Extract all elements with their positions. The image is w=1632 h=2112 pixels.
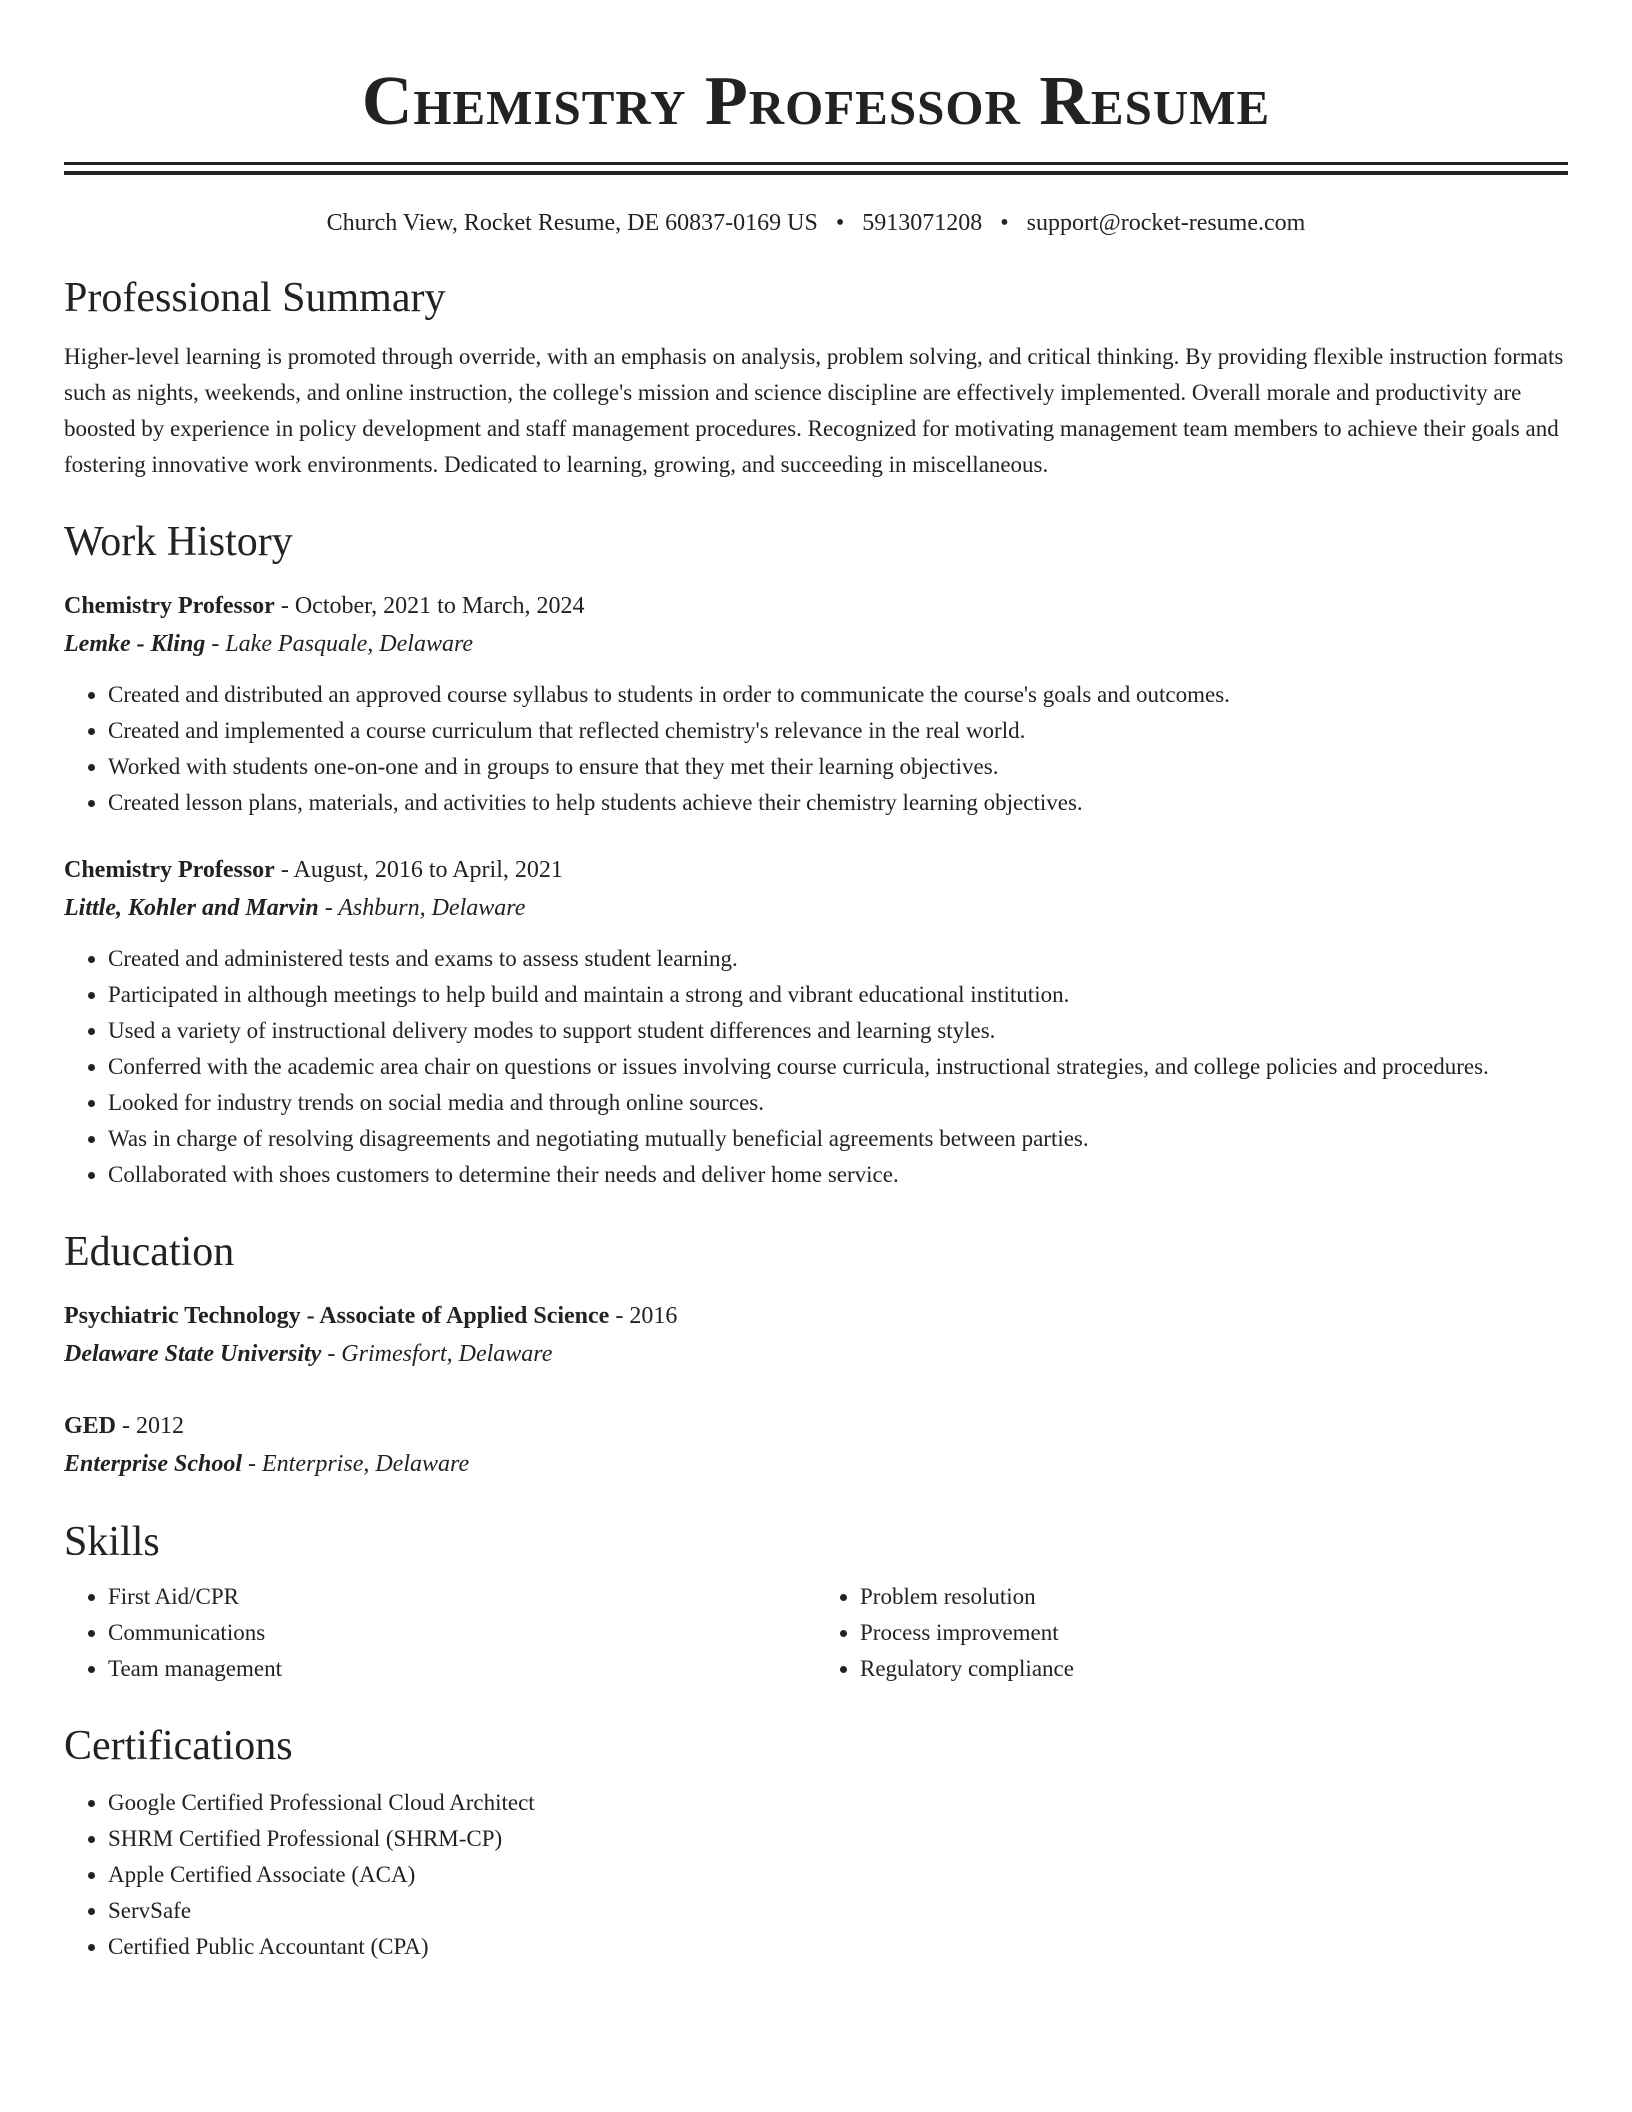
work-history-section (64, 517, 1568, 1193)
education-heading: Education (64, 1229, 235, 1275)
skills-section (64, 1517, 1568, 1687)
education-year: - 2016 (609, 1303, 678, 1329)
list-item: • Process improvement (860, 1615, 1568, 1651)
summary-text: Higher-level learning is promoted through override, with an emphasis on analysis, problem solving, and critical thinking. By providing flexible instruction formats such as nights, weekends, and online instruction, the college's mission and science discipline are effectively implemented. Overall morale and productivity are boosted by experience in policy development and staff management procedures. Recognized for motivating management team members to achieve their goals and fostering innovative work environments. Dedicated to learning, growing, and succeeding in miscellaneous. (64, 344, 1564, 477)
education-school-line (64, 1445, 1568, 1483)
list-item: • Created lesson plans, materials, and activities to help students achieve their chemistry learning objectives. (108, 785, 1568, 821)
list-item: • Team management (108, 1651, 816, 1687)
education-school: Delaware State University (64, 1341, 322, 1367)
job-location: - Lake Pasquale, Delaware (205, 631, 474, 657)
list-item: • Was in charge of resolving disagreements and negotiating mutually beneficial agreements between parties. (108, 1121, 1568, 1157)
list-item: • Regulatory compliance (860, 1651, 1568, 1687)
list-item: • Problem resolution (860, 1579, 1568, 1615)
job-title-line (64, 851, 1568, 889)
education-year: - 2012 (116, 1413, 185, 1439)
contact-line (64, 207, 1568, 239)
contact-email: support@rocket-resume.com (1026, 210, 1306, 236)
skills-column-left (64, 1579, 816, 1687)
title-divider-top (64, 162, 1568, 165)
education-location: - Grimesfort, Delaware (321, 1341, 553, 1367)
job-entry (64, 587, 1568, 821)
job-bullets (64, 677, 1568, 821)
job-company: Little, Kohler and Marvin (64, 895, 319, 921)
skills-column-right (816, 1579, 1568, 1687)
job-title: Chemistry Professor (64, 857, 275, 883)
list-item: • Worked with students one-on-one and in groups to ensure that they met their learning objectives. (108, 749, 1568, 785)
education-degree-line (64, 1407, 1568, 1445)
job-dates: - October, 2021 to March, 2024 (274, 593, 585, 619)
job-bullets (64, 941, 1568, 1193)
list-item: • Created and administered tests and exams to assess student learning. (108, 941, 1568, 977)
list-item: • Used a variety of instructional delivery modes to support student differences and learning styles. (108, 1013, 1568, 1049)
contact-address: Church View, Rocket Resume, DE 60837-0169 US (326, 210, 818, 236)
certifications-list (64, 1785, 1568, 1965)
page-title: Chemistry Professor Resume (361, 63, 1271, 140)
job-company-line (64, 625, 1568, 663)
list-item: • SHRM Certified Professional (SHRM-CP) (108, 1821, 1568, 1857)
list-item: • Participated in although meetings to help build and maintain a strong and vibrant educational institution. (108, 977, 1568, 1013)
summary-heading: Professional Summary (64, 275, 446, 321)
list-item: • Conferred with the academic area chair on questions or issues involving course curricula, instructional strategies, and college policies and procedures. (108, 1049, 1568, 1085)
contact-separator: • (1000, 210, 1009, 236)
job-location: - Ashburn, Delaware (318, 895, 526, 921)
list-item: • Collaborated with shoes customers to determine their needs and deliver home service. (108, 1157, 1568, 1193)
education-degree-line (64, 1297, 1568, 1335)
list-item: • Certified Public Accountant (CPA) (108, 1929, 1568, 1965)
education-school-line (64, 1335, 1568, 1373)
education-degree: Psychiatric Technology - Associate of Applied Science (64, 1303, 610, 1329)
title-divider-bottom (64, 171, 1568, 175)
list-item: • Google Certified Professional Cloud Architect (108, 1785, 1568, 1821)
skills-grid (64, 1579, 1568, 1687)
contact-phone: 5913071208 (862, 210, 983, 236)
education-location: - Enterprise, Delaware (242, 1451, 470, 1477)
list-item: • ServSafe (108, 1893, 1568, 1929)
skills-heading: Skills (64, 1519, 160, 1565)
work-history-heading: Work History (64, 519, 293, 565)
list-item: • Created and implemented a course curriculum that reflected chemistry's relevance in the real world. (108, 713, 1568, 749)
education-entry (64, 1297, 1568, 1373)
list-item: • Communications (108, 1615, 816, 1651)
summary-section (64, 273, 1568, 483)
list-item: • Looked for industry trends on social media and through online sources. (108, 1085, 1568, 1121)
job-company: Lemke - Kling (64, 631, 206, 657)
certifications-heading: Certifications (64, 1723, 293, 1769)
job-title: Chemistry Professor (64, 593, 275, 619)
job-entry (64, 851, 1568, 1193)
job-dates: - August, 2016 to April, 2021 (274, 857, 563, 883)
education-degree: GED (64, 1413, 117, 1439)
education-section (64, 1227, 1568, 1483)
education-entry (64, 1407, 1568, 1483)
list-item: • Apple Certified Associate (ACA) (108, 1857, 1568, 1893)
contact-separator: • (835, 210, 845, 236)
list-item: • Created and distributed an approved course syllabus to students in order to communicate the course's goals and outcomes. (108, 677, 1568, 713)
job-title-line (64, 587, 1568, 625)
certifications-section (64, 1721, 1568, 1965)
job-company-line (64, 889, 1568, 927)
education-school: Enterprise School (64, 1451, 243, 1477)
list-item: • First Aid/CPR (108, 1579, 816, 1615)
